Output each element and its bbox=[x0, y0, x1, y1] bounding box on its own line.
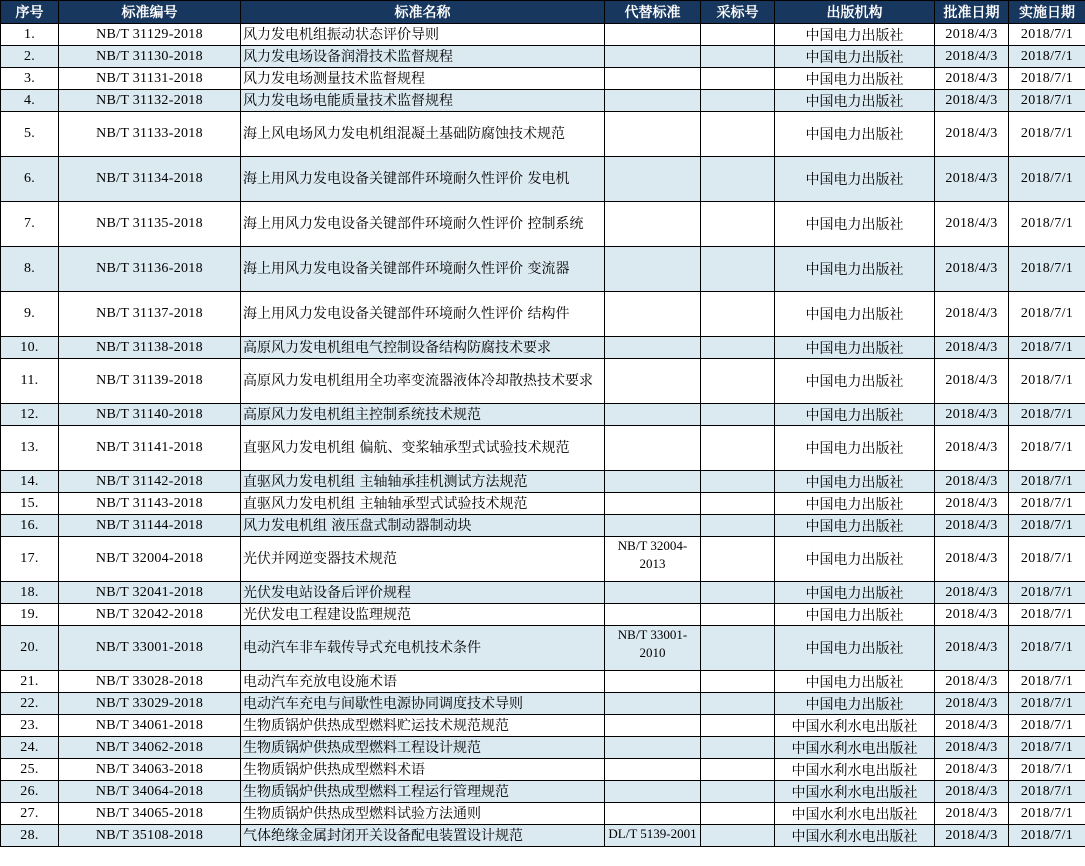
replaced-standard-cell bbox=[605, 24, 701, 46]
replaced-standard-cell bbox=[605, 157, 701, 202]
standard-name-cell: 海上用风力发电设备关键部件环境耐久性评价 发电机 bbox=[241, 157, 605, 202]
approval-date-cell: 2018/4/3 bbox=[935, 359, 1009, 404]
approval-date-cell: 2018/4/3 bbox=[935, 515, 1009, 537]
publisher-cell: 中国水利水电出版社 bbox=[775, 825, 935, 847]
adopted-number-cell bbox=[701, 202, 775, 247]
replaced-standard-cell: DL/T 5139-2001 bbox=[605, 825, 701, 847]
row-index-cell: 1. bbox=[1, 24, 59, 46]
standard-name-cell: 电动汽车充放电设施术语 bbox=[241, 671, 605, 693]
publisher-cell: 中国电力出版社 bbox=[775, 112, 935, 157]
adopted-number-cell bbox=[701, 825, 775, 847]
effective-date-cell: 2018/7/1 bbox=[1009, 247, 1085, 292]
table-row bbox=[1, 112, 1085, 157]
standard-name-cell: 风力发电场设备润滑技术监督规程 bbox=[241, 46, 605, 68]
row-index-cell: 23. bbox=[1, 715, 59, 737]
adopted-number-cell bbox=[701, 537, 775, 582]
approval-date-cell: 2018/4/3 bbox=[935, 803, 1009, 825]
replaced-standard-cell bbox=[605, 426, 701, 471]
publisher-cell: 中国电力出版社 bbox=[775, 24, 935, 46]
approval-date-cell: 2018/4/3 bbox=[935, 90, 1009, 112]
replaced-standard-cell bbox=[605, 202, 701, 247]
adopted-number-cell bbox=[701, 471, 775, 493]
approval-date-cell: 2018/4/3 bbox=[935, 537, 1009, 582]
replaced-standard-cell bbox=[605, 582, 701, 604]
publisher-cell: 中国电力出版社 bbox=[775, 404, 935, 426]
standard-name-cell: 海上用风力发电设备关键部件环境耐久性评价 结构件 bbox=[241, 292, 605, 337]
adopted-number-cell bbox=[701, 359, 775, 404]
header-standard-name: 标准名称 bbox=[241, 1, 605, 24]
publisher-cell: 中国电力出版社 bbox=[775, 671, 935, 693]
standard-number-cell: NB/T 31137-2018 bbox=[59, 292, 241, 337]
standard-name-cell: 电动汽车充电与间歇性电源协同调度技术导则 bbox=[241, 693, 605, 715]
table-row bbox=[1, 825, 1085, 847]
replaced-standard-cell bbox=[605, 46, 701, 68]
publisher-cell: 中国水利水电出版社 bbox=[775, 715, 935, 737]
publisher-cell: 中国电力出版社 bbox=[775, 46, 935, 68]
row-index-cell: 25. bbox=[1, 759, 59, 781]
row-index-cell: 19. bbox=[1, 604, 59, 626]
standard-number-cell: NB/T 34062-2018 bbox=[59, 737, 241, 759]
publisher-cell: 中国电力出版社 bbox=[775, 493, 935, 515]
table-row bbox=[1, 404, 1085, 426]
publisher-cell: 中国电力出版社 bbox=[775, 247, 935, 292]
replaced-standard-cell bbox=[605, 68, 701, 90]
row-index-cell: 2. bbox=[1, 46, 59, 68]
standard-number-cell: NB/T 31142-2018 bbox=[59, 471, 241, 493]
table-row bbox=[1, 46, 1085, 68]
standard-number-cell: NB/T 31139-2018 bbox=[59, 359, 241, 404]
adopted-number-cell bbox=[701, 715, 775, 737]
table-row bbox=[1, 781, 1085, 803]
row-index-cell: 7. bbox=[1, 202, 59, 247]
replaced-standard-cell bbox=[605, 759, 701, 781]
effective-date-cell: 2018/7/1 bbox=[1009, 292, 1085, 337]
row-index-cell: 27. bbox=[1, 803, 59, 825]
standard-name-cell: 光伏发电站设备后评价规程 bbox=[241, 582, 605, 604]
publisher-cell: 中国电力出版社 bbox=[775, 426, 935, 471]
adopted-number-cell bbox=[701, 582, 775, 604]
effective-date-cell: 2018/7/1 bbox=[1009, 604, 1085, 626]
row-index-cell: 3. bbox=[1, 68, 59, 90]
standard-number-cell: NB/T 31130-2018 bbox=[59, 46, 241, 68]
row-index-cell: 4. bbox=[1, 90, 59, 112]
approval-date-cell: 2018/4/3 bbox=[935, 493, 1009, 515]
row-index-cell: 15. bbox=[1, 493, 59, 515]
table-row bbox=[1, 515, 1085, 537]
approval-date-cell: 2018/4/3 bbox=[935, 337, 1009, 359]
replaced-standard-cell bbox=[605, 604, 701, 626]
approval-date-cell: 2018/4/3 bbox=[935, 202, 1009, 247]
effective-date-cell: 2018/7/1 bbox=[1009, 737, 1085, 759]
adopted-number-cell bbox=[701, 604, 775, 626]
table-row bbox=[1, 604, 1085, 626]
standard-number-cell: NB/T 31133-2018 bbox=[59, 112, 241, 157]
effective-date-cell: 2018/7/1 bbox=[1009, 493, 1085, 515]
table-row bbox=[1, 693, 1085, 715]
row-index-cell: 13. bbox=[1, 426, 59, 471]
effective-date-cell: 2018/7/1 bbox=[1009, 359, 1085, 404]
replaced-standard-cell bbox=[605, 493, 701, 515]
effective-date-cell: 2018/7/1 bbox=[1009, 759, 1085, 781]
adopted-number-cell bbox=[701, 493, 775, 515]
table-row bbox=[1, 292, 1085, 337]
replaced-standard-cell bbox=[605, 247, 701, 292]
effective-date-cell: 2018/7/1 bbox=[1009, 671, 1085, 693]
approval-date-cell: 2018/4/3 bbox=[935, 292, 1009, 337]
standard-name-cell: 海上风电场风力发电机组混凝土基础防腐蚀技术规范 bbox=[241, 112, 605, 157]
adopted-number-cell bbox=[701, 404, 775, 426]
replaced-standard-cell bbox=[605, 671, 701, 693]
effective-date-cell: 2018/7/1 bbox=[1009, 90, 1085, 112]
publisher-cell: 中国水利水电出版社 bbox=[775, 759, 935, 781]
approval-date-cell: 2018/4/3 bbox=[935, 626, 1009, 671]
standard-name-cell: 光伏发电工程建设监理规范 bbox=[241, 604, 605, 626]
table-row bbox=[1, 759, 1085, 781]
row-index-cell: 6. bbox=[1, 157, 59, 202]
publisher-cell: 中国水利水电出版社 bbox=[775, 737, 935, 759]
approval-date-cell: 2018/4/3 bbox=[935, 112, 1009, 157]
adopted-number-cell bbox=[701, 157, 775, 202]
replaced-standard-cell: NB/T 32004-2013 bbox=[605, 537, 701, 582]
adopted-number-cell bbox=[701, 626, 775, 671]
effective-date-cell: 2018/7/1 bbox=[1009, 404, 1085, 426]
standard-name-cell: 电动汽车非车载传导式充电机技术条件 bbox=[241, 626, 605, 671]
standard-number-cell: NB/T 32041-2018 bbox=[59, 582, 241, 604]
standard-name-cell: 风力发电场测量技术监督规程 bbox=[241, 68, 605, 90]
row-index-cell: 11. bbox=[1, 359, 59, 404]
publisher-cell: 中国电力出版社 bbox=[775, 471, 935, 493]
row-index-cell: 10. bbox=[1, 337, 59, 359]
table-row bbox=[1, 626, 1085, 671]
table-row bbox=[1, 68, 1085, 90]
header-adopted-number: 采标号 bbox=[701, 1, 775, 24]
row-index-cell: 16. bbox=[1, 515, 59, 537]
row-index-cell: 22. bbox=[1, 693, 59, 715]
standard-number-cell: NB/T 33029-2018 bbox=[59, 693, 241, 715]
standard-number-cell: NB/T 31132-2018 bbox=[59, 90, 241, 112]
standard-number-cell: NB/T 31143-2018 bbox=[59, 493, 241, 515]
standard-name-cell: 生物质锅炉供热成型燃料术语 bbox=[241, 759, 605, 781]
table-row bbox=[1, 247, 1085, 292]
row-index-cell: 24. bbox=[1, 737, 59, 759]
standard-number-cell: NB/T 31134-2018 bbox=[59, 157, 241, 202]
effective-date-cell: 2018/7/1 bbox=[1009, 825, 1085, 847]
adopted-number-cell bbox=[701, 247, 775, 292]
standard-number-cell: NB/T 31129-2018 bbox=[59, 24, 241, 46]
standard-number-cell: NB/T 32004-2018 bbox=[59, 537, 241, 582]
publisher-cell: 中国电力出版社 bbox=[775, 626, 935, 671]
approval-date-cell: 2018/4/3 bbox=[935, 404, 1009, 426]
adopted-number-cell bbox=[701, 759, 775, 781]
standard-number-cell: NB/T 34061-2018 bbox=[59, 715, 241, 737]
publisher-cell: 中国电力出版社 bbox=[775, 582, 935, 604]
table-row bbox=[1, 582, 1085, 604]
standard-name-cell: 直驱风力发电机组 偏航、变桨轴承型式试验技术规范 bbox=[241, 426, 605, 471]
row-index-cell: 5. bbox=[1, 112, 59, 157]
standard-number-cell: NB/T 33001-2018 bbox=[59, 626, 241, 671]
standard-number-cell: NB/T 31144-2018 bbox=[59, 515, 241, 537]
publisher-cell: 中国电力出版社 bbox=[775, 90, 935, 112]
adopted-number-cell bbox=[701, 90, 775, 112]
approval-date-cell: 2018/4/3 bbox=[935, 781, 1009, 803]
row-index-cell: 8. bbox=[1, 247, 59, 292]
standard-name-cell: 高原风力发电机组电气控制设备结构防腐技术要求 bbox=[241, 337, 605, 359]
standard-number-cell: NB/T 34063-2018 bbox=[59, 759, 241, 781]
adopted-number-cell bbox=[701, 426, 775, 471]
replaced-standard-cell bbox=[605, 292, 701, 337]
header-row bbox=[1, 1, 1085, 24]
replaced-standard-cell bbox=[605, 693, 701, 715]
adopted-number-cell bbox=[701, 46, 775, 68]
adopted-number-cell bbox=[701, 515, 775, 537]
publisher-cell: 中国电力出版社 bbox=[775, 515, 935, 537]
table-row bbox=[1, 493, 1085, 515]
standard-name-cell: 直驱风力发电机组 主轴轴承型式试验技术规范 bbox=[241, 493, 605, 515]
publisher-cell: 中国电力出版社 bbox=[775, 537, 935, 582]
header-approval-date: 批准日期 bbox=[935, 1, 1009, 24]
approval-date-cell: 2018/4/3 bbox=[935, 825, 1009, 847]
approval-date-cell: 2018/4/3 bbox=[935, 693, 1009, 715]
replaced-standard-cell: NB/T 33001-2010 bbox=[605, 626, 701, 671]
standard-name-cell: 风力发电机组 液压盘式制动器制动块 bbox=[241, 515, 605, 537]
replaced-standard-cell bbox=[605, 803, 701, 825]
row-index-cell: 12. bbox=[1, 404, 59, 426]
effective-date-cell: 2018/7/1 bbox=[1009, 582, 1085, 604]
publisher-cell: 中国电力出版社 bbox=[775, 202, 935, 247]
row-index-cell: 28. bbox=[1, 825, 59, 847]
adopted-number-cell bbox=[701, 292, 775, 337]
effective-date-cell: 2018/7/1 bbox=[1009, 537, 1085, 582]
replaced-standard-cell bbox=[605, 359, 701, 404]
header-effective-date: 实施日期 bbox=[1009, 1, 1085, 24]
publisher-cell: 中国电力出版社 bbox=[775, 359, 935, 404]
replaced-standard-cell bbox=[605, 90, 701, 112]
publisher-cell: 中国水利水电出版社 bbox=[775, 781, 935, 803]
replaced-standard-cell bbox=[605, 737, 701, 759]
approval-date-cell: 2018/4/3 bbox=[935, 737, 1009, 759]
approval-date-cell: 2018/4/3 bbox=[935, 671, 1009, 693]
effective-date-cell: 2018/7/1 bbox=[1009, 626, 1085, 671]
row-index-cell: 21. bbox=[1, 671, 59, 693]
effective-date-cell: 2018/7/1 bbox=[1009, 515, 1085, 537]
standard-number-cell: NB/T 31141-2018 bbox=[59, 426, 241, 471]
standard-number-cell: NB/T 31138-2018 bbox=[59, 337, 241, 359]
standard-number-cell: NB/T 31136-2018 bbox=[59, 247, 241, 292]
adopted-number-cell bbox=[701, 24, 775, 46]
effective-date-cell: 2018/7/1 bbox=[1009, 68, 1085, 90]
replaced-standard-cell bbox=[605, 715, 701, 737]
header-index: 序号 bbox=[1, 1, 59, 24]
approval-date-cell: 2018/4/3 bbox=[935, 582, 1009, 604]
approval-date-cell: 2018/4/3 bbox=[935, 24, 1009, 46]
row-index-cell: 20. bbox=[1, 626, 59, 671]
table-row bbox=[1, 202, 1085, 247]
approval-date-cell: 2018/4/3 bbox=[935, 426, 1009, 471]
effective-date-cell: 2018/7/1 bbox=[1009, 715, 1085, 737]
table-row bbox=[1, 671, 1085, 693]
standard-number-cell: NB/T 35108-2018 bbox=[59, 825, 241, 847]
standard-name-cell: 海上用风力发电设备关键部件环境耐久性评价 控制系统 bbox=[241, 202, 605, 247]
table-row bbox=[1, 24, 1085, 46]
effective-date-cell: 2018/7/1 bbox=[1009, 781, 1085, 803]
adopted-number-cell bbox=[701, 737, 775, 759]
adopted-number-cell bbox=[701, 337, 775, 359]
adopted-number-cell bbox=[701, 803, 775, 825]
approval-date-cell: 2018/4/3 bbox=[935, 471, 1009, 493]
header-standard-number: 标准编号 bbox=[59, 1, 241, 24]
standard-number-cell: NB/T 33028-2018 bbox=[59, 671, 241, 693]
standard-number-cell: NB/T 34064-2018 bbox=[59, 781, 241, 803]
replaced-standard-cell bbox=[605, 781, 701, 803]
standard-name-cell: 生物质锅炉供热成型燃料贮运技术规范规范 bbox=[241, 715, 605, 737]
adopted-number-cell bbox=[701, 693, 775, 715]
adopted-number-cell bbox=[701, 68, 775, 90]
table-row bbox=[1, 737, 1085, 759]
table-row bbox=[1, 426, 1085, 471]
approval-date-cell: 2018/4/3 bbox=[935, 247, 1009, 292]
row-index-cell: 26. bbox=[1, 781, 59, 803]
approval-date-cell: 2018/4/3 bbox=[935, 157, 1009, 202]
effective-date-cell: 2018/7/1 bbox=[1009, 693, 1085, 715]
replaced-standard-cell bbox=[605, 471, 701, 493]
standard-name-cell: 风力发电场电能质量技术监督规程 bbox=[241, 90, 605, 112]
table-row bbox=[1, 471, 1085, 493]
replaced-standard-cell bbox=[605, 515, 701, 537]
table-row bbox=[1, 90, 1085, 112]
publisher-cell: 中国电力出版社 bbox=[775, 292, 935, 337]
publisher-cell: 中国电力出版社 bbox=[775, 604, 935, 626]
standard-number-cell: NB/T 32042-2018 bbox=[59, 604, 241, 626]
table-row bbox=[1, 803, 1085, 825]
standard-name-cell: 风力发电机组振动状态评价导则 bbox=[241, 24, 605, 46]
publisher-cell: 中国电力出版社 bbox=[775, 337, 935, 359]
adopted-number-cell bbox=[701, 781, 775, 803]
standard-name-cell: 高原风力发电机组主控制系统技术规范 bbox=[241, 404, 605, 426]
table-row bbox=[1, 157, 1085, 202]
standard-name-cell: 高原风力发电机组用全功率变流器液体冷却散热技术要求 bbox=[241, 359, 605, 404]
standard-number-cell: NB/T 31140-2018 bbox=[59, 404, 241, 426]
standard-number-cell: NB/T 31131-2018 bbox=[59, 68, 241, 90]
standard-name-cell: 光伏并网逆变器技术规范 bbox=[241, 537, 605, 582]
adopted-number-cell bbox=[701, 112, 775, 157]
publisher-cell: 中国电力出版社 bbox=[775, 157, 935, 202]
table-row bbox=[1, 359, 1085, 404]
standard-name-cell: 生物质锅炉供热成型燃料试验方法通则 bbox=[241, 803, 605, 825]
adopted-number-cell bbox=[701, 671, 775, 693]
replaced-standard-cell bbox=[605, 112, 701, 157]
effective-date-cell: 2018/7/1 bbox=[1009, 337, 1085, 359]
approval-date-cell: 2018/4/3 bbox=[935, 46, 1009, 68]
row-index-cell: 17. bbox=[1, 537, 59, 582]
table-row bbox=[1, 337, 1085, 359]
replaced-standard-cell bbox=[605, 404, 701, 426]
row-index-cell: 18. bbox=[1, 582, 59, 604]
standard-name-cell: 直驱风力发电机组 主轴轴承挂机测试方法规范 bbox=[241, 471, 605, 493]
standard-number-cell: NB/T 34065-2018 bbox=[59, 803, 241, 825]
publisher-cell: 中国水利水电出版社 bbox=[775, 803, 935, 825]
effective-date-cell: 2018/7/1 bbox=[1009, 112, 1085, 157]
effective-date-cell: 2018/7/1 bbox=[1009, 426, 1085, 471]
header-publisher: 出版机构 bbox=[775, 1, 935, 24]
approval-date-cell: 2018/4/3 bbox=[935, 604, 1009, 626]
standard-name-cell: 气体绝缘金属封闭开关设备配电装置设计规范 bbox=[241, 825, 605, 847]
effective-date-cell: 2018/7/1 bbox=[1009, 803, 1085, 825]
effective-date-cell: 2018/7/1 bbox=[1009, 157, 1085, 202]
replaced-standard-cell bbox=[605, 337, 701, 359]
header-replaced-standard: 代替标准 bbox=[605, 1, 701, 24]
standard-name-cell: 生物质锅炉供热成型燃料工程运行管理规范 bbox=[241, 781, 605, 803]
effective-date-cell: 2018/7/1 bbox=[1009, 202, 1085, 247]
row-index-cell: 14. bbox=[1, 471, 59, 493]
approval-date-cell: 2018/4/3 bbox=[935, 715, 1009, 737]
standard-number-cell: NB/T 31135-2018 bbox=[59, 202, 241, 247]
standard-name-cell: 生物质锅炉供热成型燃料工程设计规范 bbox=[241, 737, 605, 759]
publisher-cell: 中国电力出版社 bbox=[775, 693, 935, 715]
effective-date-cell: 2018/7/1 bbox=[1009, 471, 1085, 493]
table-row bbox=[1, 715, 1085, 737]
table-row bbox=[1, 537, 1085, 582]
approval-date-cell: 2018/4/3 bbox=[935, 759, 1009, 781]
approval-date-cell: 2018/4/3 bbox=[935, 68, 1009, 90]
row-index-cell: 9. bbox=[1, 292, 59, 337]
effective-date-cell: 2018/7/1 bbox=[1009, 24, 1085, 46]
standard-name-cell: 海上用风力发电设备关键部件环境耐久性评价 变流器 bbox=[241, 247, 605, 292]
publisher-cell: 中国电力出版社 bbox=[775, 68, 935, 90]
effective-date-cell: 2018/7/1 bbox=[1009, 46, 1085, 68]
